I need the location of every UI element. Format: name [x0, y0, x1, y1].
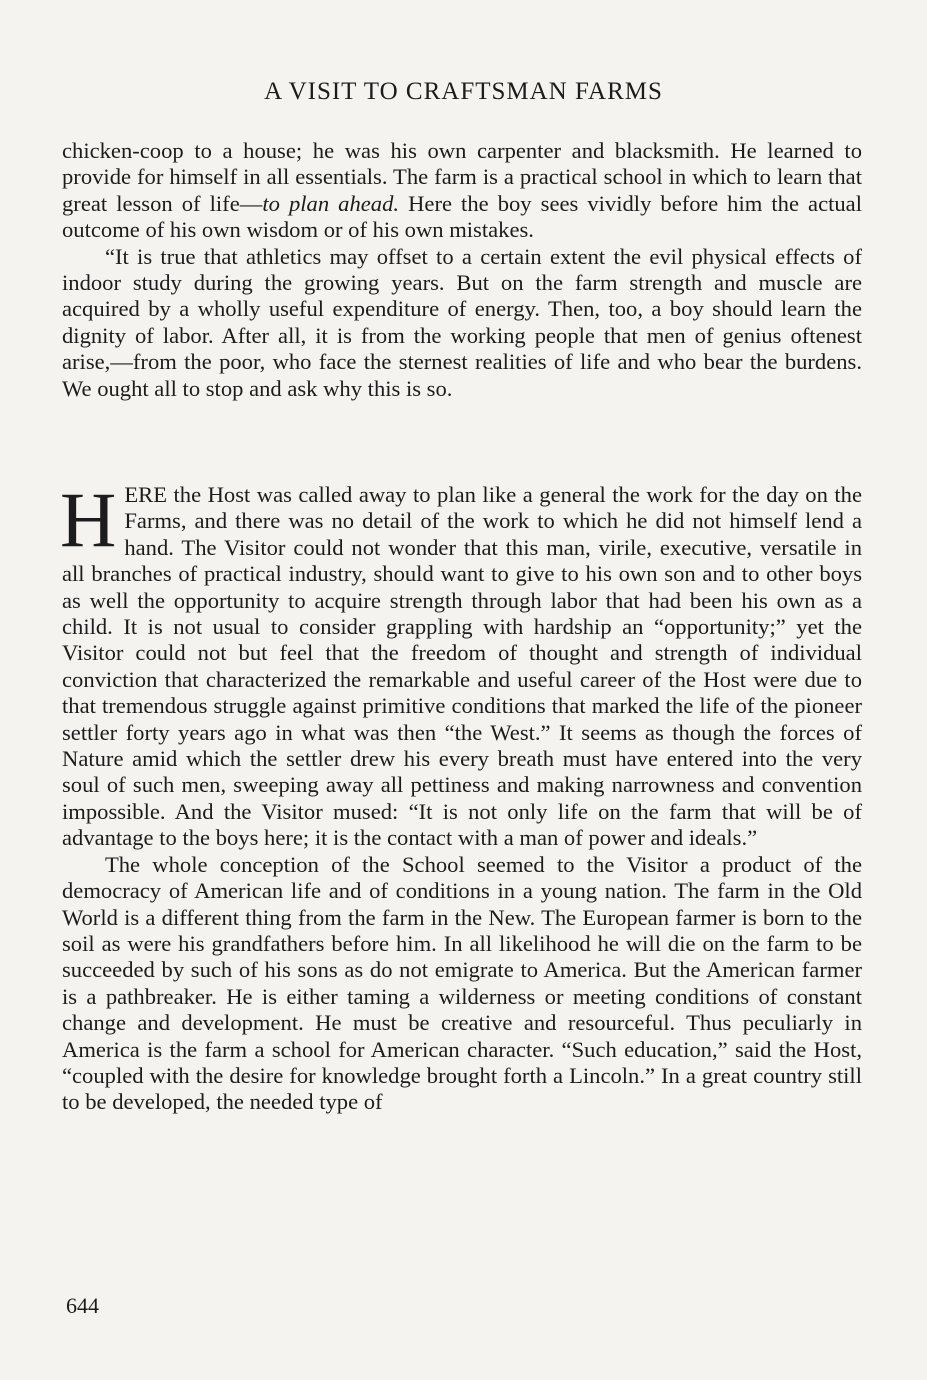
paragraph-text: ERE the Host was called away to plan like a general the work for the day on the Farms, and there was no detail of the work to which he did not himself lend a hand. The Visitor could not wonder that this man, virile, executive, versatile in all branches of practical industry, should want to give to his own son and to other boys as well the opportunity to acquire strength through labor that had been his own as a child. It is not usual to consider grappling with hardship an “opportunity;” yet the Visitor could not but feel that the freedom of thought and strength of individual conviction that characterized the remarkable and useful career of the Host were due to that tremendous struggle against primitive conditions that marked the life of the pioneer settler forty years ago in what was then “the West.” It seems as though the forces of Nature amid which the settler drew his every breath must have entered into the very soul of such men, sweeping away all pettiness and making narrowness and convention impossible. And the Visitor mused: “It is not only life on the farm that will be of advantage to the boys here; it is the contact with a man of power and ideals.” [62, 482, 862, 851]
paragraph-text: chicken-coop to a house; he was his own carpenter and blacksmith. He learned to provide for himself in all essentials. The farm is a practical school in which to learn that great lesson of life— [62, 138, 862, 216]
paragraph [62, 138, 862, 244]
emphasized-text: to plan ahead. [262, 190, 400, 216]
paragraph: The whole conception of the School seemed to the Visitor a product of the democracy of American life and of conditions in a young nation. The farm in the Old World is a different thing from the farm in the New. The European farmer is born to the soil as were his grandfathers before him. In all likelihood he will die on the farm to be succeeded by such of his sons as do not emigrate to America. But the American farmer is a pathbreaker. He is either taming a wilderness or meeting conditions of constant change and development. He must be creative and resourceful. Thus peculiarly in America is the farm a school for American character. “Such education,” said the Host, “coupled with the desire for knowledge brought forth a Lincoln.” In a great country still to be developed, the needed type of [62, 851, 862, 1115]
drop-cap-initial: H [60, 476, 117, 563]
paragraph: “It is true that athletics may offset to a certain extent the evil physical effects of indoor study during the growing years. But on the farm strength and muscle are acquired by a wholly useful expenditure of energy. Then, too, a boy should learn the dignity of labor. After all, it is from the working people that men of genius oftenest arise,—from the poor, who face the sternest realities of life and who bear the burdens. We ought all to stop and ask why this is so. [62, 243, 862, 401]
paragraph [60, 476, 862, 852]
body-section-1 [62, 138, 862, 402]
body-section-2 [60, 476, 862, 1116]
paragraph-text: Here the boy sees vividly before him the actual outcome of his own wisdom or of his own mistakes. [62, 190, 862, 243]
page-number: 644 [66, 1293, 99, 1318]
running-head-title: A VISIT TO CRAFTSMAN FARMS [264, 78, 663, 105]
